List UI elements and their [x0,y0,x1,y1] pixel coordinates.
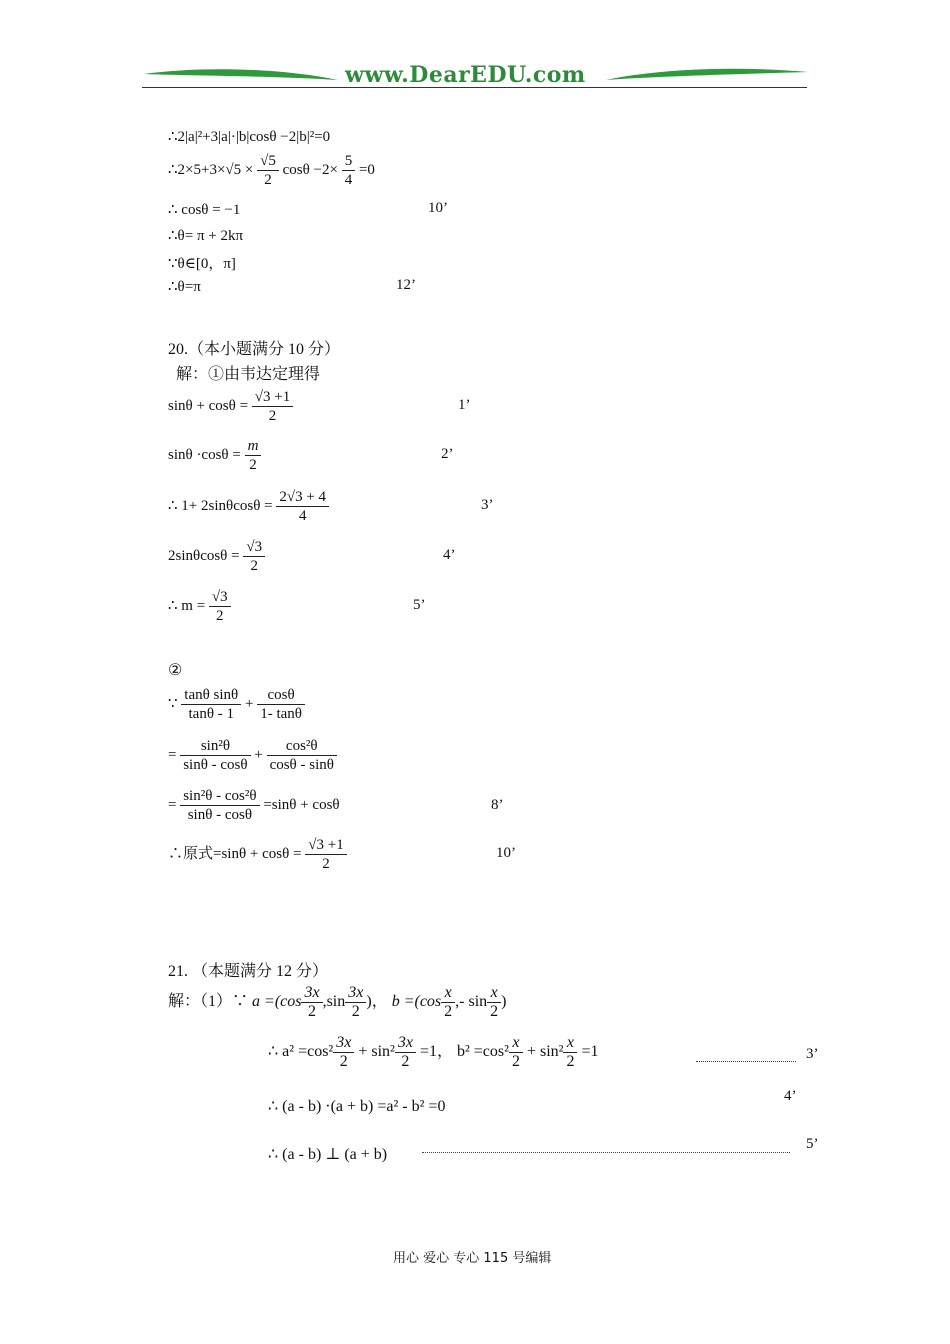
b19-l2-text-a: ∴2×5+3× [168,161,226,178]
b19-l2-times: × [244,161,254,178]
b19-line3: ∴ cosθ = −1 [168,202,241,218]
b19-l2-sqrt: √5 [225,161,242,178]
q20-score-1: 1’ [458,397,471,413]
q21-vectors: 解：（1）∵ a =(cos $\frac{3x}{2}$ ,sin $\frac{3x}{2}$ )， b =(cos $\frac{x}{2}$ ,- sin $\frac{x}{2}$ ) [168,984,507,1020]
q20-frac-line3: = $\frac{\text{sin²θ - cos²θ}}{\sin\theta - \cos\theta}$ =sinθ + cosθ [168,788,340,823]
q20-score-4: 4’ [443,547,456,563]
q20-score-2: 2’ [441,446,454,462]
q20-eq5: ∴ m = $\frac{√3}{2}$ [168,588,231,625]
b19-l2-frac1: $\frac{√5}{2}$ [257,152,279,189]
b19-line4: ∴θ= π + 2kπ [168,228,244,244]
q21-score-5: 5’ [806,1136,819,1152]
b19-line5: ∵θ∈[0，π] [168,256,236,272]
b19-score-12: 12’ [396,277,416,293]
q20-score-3: 3’ [481,497,494,513]
q21-dotted-leader-2 [422,1152,790,1153]
q21-score-4: 4’ [784,1088,797,1104]
header-banner [140,58,810,94]
b19-l2-end: =0 [358,161,375,178]
q20-score-5: 5’ [413,597,426,613]
q20-part2-marker: ② [168,662,183,679]
q20-title: 20.（本小题满分 10 分） [168,341,341,358]
q20-score-8: 8’ [491,797,504,813]
q20-eq3: ∴ 1+ 2sinθcosθ = $\frac{2√3 + 4}{4}$ [168,488,329,525]
q20-eq1: sinθ + cosθ = $\frac{√3 +1}{2}$ [168,388,293,425]
page-footer: 用心 爱心 专心 115 号编辑 [393,1251,552,1266]
q21-score-3: 3’ [806,1046,819,1062]
q21-squares: ∴ a² =cos² $\frac{3x}{2}$ + sin² $\frac{3x}{2}$ =1， b² =cos² $\frac{x}{2}$ + sin² $\frac{x}{2}$ =1 [268,1034,599,1070]
b19-score-10: 10’ [428,200,448,216]
b19-l2-text-e: cosθ −2× [282,161,338,178]
q21-dotted-leader-1 [696,1061,796,1062]
q21-product: ∴ (a - b) ·(a + b) =a² - b² =0 [268,1098,446,1115]
header-rule [142,87,807,88]
site-title[interactable]: www.DearEDU.com [345,62,586,88]
q20-eq4: 2sinθcosθ = $\frac{√3}{2}$ [168,538,265,575]
q20-solution-intro: 解：①由韦达定理得 [176,366,321,383]
q20-eq2: sinθ ·cosθ = $\frac{m}{2}$ [168,437,261,474]
b19-line2 [168,152,375,189]
q20-frac-line1: ∵ $\frac{\text{tanθ sinθ}}{\tan\theta - 1}$ + $\frac{\cos\theta}{1- \tan\theta}$ [168,686,305,723]
q20-final: ∴原式=sinθ + cosθ = $\frac{√3 +1}{2}$ [168,836,347,873]
q21-perpendicular: ∴ (a - b) ⊥ (a + b) [268,1146,388,1163]
b19-line6: ∴θ=π [168,279,201,295]
q20-frac-line2: = $\frac{\text{sin²θ}}{\sin\theta - \cos\theta}$ + $\frac{\text{cos²θ}}{\cos\theta - \sin\theta}$ [168,737,337,774]
q20-score-10: 10’ [496,845,516,861]
q21-title: 21. （本题满分 12 分） [168,963,329,980]
b19-l2-frac2: $\frac{5}{4}$ [342,152,356,189]
b19-line1: ∴2|a|²+3|a|·|b|cosθ −2|b|²=0 [168,129,331,145]
